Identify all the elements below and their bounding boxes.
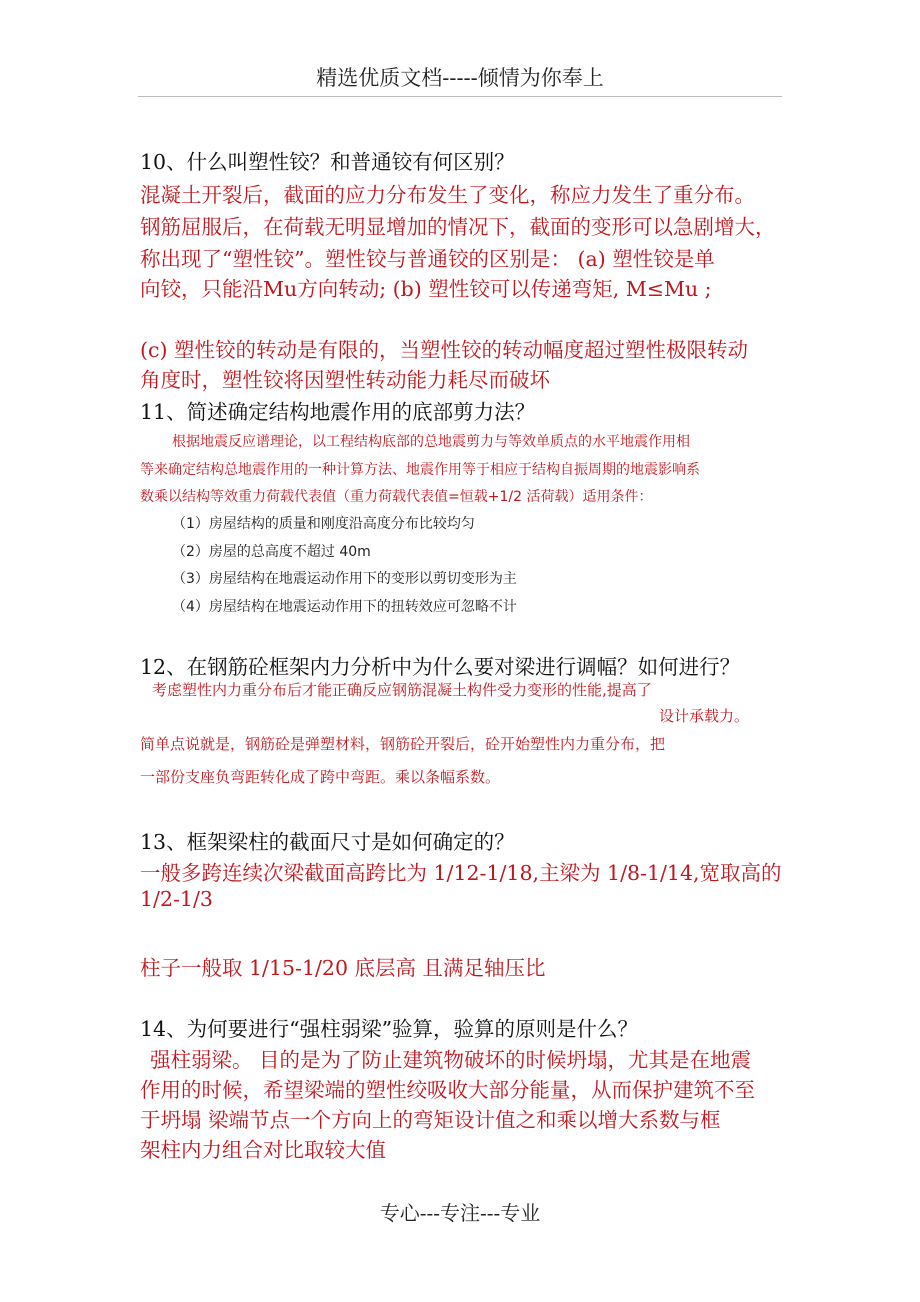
answer-12-line-3: 简单点说就是，钢筋砼是弹塑材料，钢筋砼开裂后，砼开始塑性内力重分布，把 <box>140 735 666 753</box>
answer-12-line-4: 一部份支座负弯距转化成了跨中弯距。乘以条幅系数。 <box>140 768 501 786</box>
answer-14-line-4: 架柱内力组合对比取较大值 <box>140 1138 386 1162</box>
answer-12-line-1: 考虑塑性内力重分布后才能正确反应钢筋混凝土构件受力变形的性能,提高了 <box>152 681 652 699</box>
answer-13-line-2: 1/2-1/3 <box>140 887 213 911</box>
answer-10-line-6: 角度时，塑性铰将因塑性转动能力耗尽而破坏 <box>140 368 550 392</box>
condition-3: （3）房屋结构在地震运动作用下的变形以剪切变形为主 <box>172 571 517 587</box>
page-footer: 专心---专注---专业 <box>379 1201 541 1225</box>
answer-13-line-1: 一般多跨连续次梁截面高跨比为 1/12-1/18,主梁为 1/8-1/14,宽取高的 <box>140 861 782 885</box>
answer-11-line-1: 根据地震反应谱理论，以工程结构底部的总地震剪力与等效单质点的水平地震作用相 <box>172 434 690 450</box>
answer-11-line-2: 等来确定结构总地震作用的一种计算方法、地震作用等于相应于结构自振周期的地震影响系 <box>140 462 700 478</box>
question-11: 11、简述确定结构地震作用的底部剪力法？ <box>140 400 536 424</box>
condition-1: （1）房屋结构的质量和刚度沿高度分布比较均匀 <box>172 516 475 532</box>
answer-13-line-3: 柱子一般取 1/15-1/20 底层高 且满足轴压比 <box>140 956 546 980</box>
answer-14-line-3: 于坍塌 梁端节点一个方向上的弯矩设计值之和乘以增大系数与框 <box>140 1108 721 1132</box>
condition-4: （4）房屋结构在地震运动作用下的扭转效应可忽略不计 <box>172 599 517 615</box>
condition-2: （2）房屋的总高度不超过 40m <box>172 544 371 560</box>
question-13: 13、框架梁柱的截面尺寸是如何确定的？ <box>140 830 515 854</box>
page-header: 精选优质文档-----倾情为你奉上 <box>316 66 604 90</box>
question-10: 10、什么叫塑性铰？和普通铰有何区别？ <box>140 150 515 174</box>
answer-14-line-2: 作用的时候，希望梁端的塑性绞吸收大部分能量，从而保护建筑不至 <box>140 1078 755 1102</box>
question-12: 12、在钢筋砼框架内力分析中为什么要对梁进行调幅？如何进行？ <box>140 655 741 679</box>
answer-10-line-4: 向铰，只能沿Mu方向转动; (b) 塑性铰可以传递弯矩, M≤Mu ; <box>140 277 712 301</box>
answer-10-line-3: 称出现了“塑性铰”。塑性铰与普通铰的区别是： (a) 塑性铰是单 <box>140 247 715 271</box>
answer-12-line-2: 设计承载力。 <box>659 707 750 725</box>
question-14: 14、为何要进行“强柱弱梁”验算，验算的原则是什么？ <box>140 1017 639 1041</box>
header-divider <box>138 96 782 97</box>
answer-10-line-2: 钢筋屈服后，在荷载无明显增加的情况下，截面的变形可以急剧增大， <box>140 215 776 239</box>
answer-10-line-1: 混凝土开裂后，截面的应力分布发生了变化，称应力发生了重分布。 <box>140 183 755 207</box>
answer-10-line-5: (c) 塑性铰的转动是有限的，当塑性铰的转动幅度超过塑性极限转动 <box>140 338 748 362</box>
answer-11-line-3: 数乘以结构等效重力荷载代表值（重力荷载代表值=恒载+1/2 活荷载）适用条件： <box>140 489 653 505</box>
answer-14-line-1: 强柱弱梁。 目的是为了防止建筑物破坏的时候坍塌，尤其是在地震 <box>150 1048 752 1072</box>
